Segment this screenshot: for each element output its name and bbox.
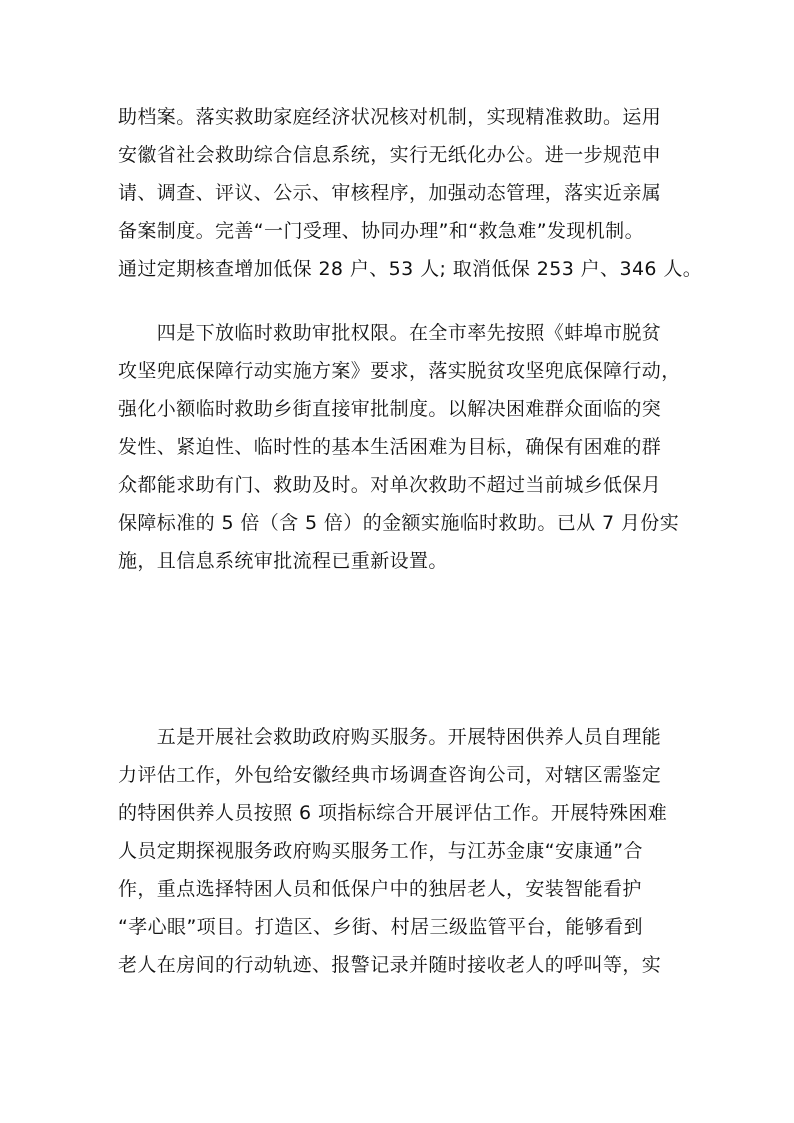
text-line: “孝心眼”项目。打造区、乡街、村居三级监管平台，能够看到	[118, 916, 643, 938]
text-line: 备案制度。完善“一门受理、协同办理”和“救急难”发现机制。	[118, 220, 644, 242]
paragraph-case-files	[118, 98, 703, 288]
text-line: 安徽省社会救助综合信息系统，实行无纸化办公。进一步规范申	[118, 144, 662, 166]
text-line: 助档案。落实救助家庭经济状况核对机制，实现精准救助。运用	[118, 106, 662, 128]
text-line: 强化小额临时救助乡街直接审批制度。以解决困难群众面临的突	[118, 398, 662, 420]
text-line: 施，且信息系统审批流程已重新设置。	[118, 550, 448, 572]
text-line: 通过定期核查增加低保 28 户、53 人; 取消低保 253 户、346 人。	[118, 258, 703, 280]
text-line: 作，重点选择特困人员和低保户中的独居老人，安装智能看护	[118, 878, 642, 900]
text-line: 请、调查、评议、公示、审核程序，加强动态管理，落实近亲属	[118, 182, 662, 204]
text-line: 的特困供养人员按照 6 项指标综合开展评估工作。开展特殊困难	[118, 802, 668, 824]
text-line: 众都能求助有门、救助及时。对单次救助不超过当前城乡低保月	[118, 474, 662, 496]
paragraph-temporary-assistance	[118, 314, 694, 580]
text-line: 攻坚兜底保障行动实施方案》要求，落实脱贫攻坚兜底保障行动，	[118, 360, 681, 382]
text-line: 五是开展社会救助政府购买服务。开展特困供养人员自理能	[118, 726, 662, 748]
text-line: 发性、紧迫性、临时性的基本生活困难为目标，确保有困难的群	[118, 436, 662, 458]
text-line: 保障标准的 5 倍（含 5 倍）的金额实施临时救助。已从 7 月份实	[118, 512, 680, 534]
text-line: 四是下放临时救助审批权限。在全市率先按照《蚌埠市脱贫	[118, 322, 662, 344]
paragraph-purchased-services	[118, 718, 694, 984]
text-line: 老人在房间的行动轨迹、报警记录并随时接收老人的呼叫等，实	[118, 954, 662, 976]
text-line: 力评估工作，外包给安徽经典市场调查咨询公司，对辖区需鉴定	[118, 764, 662, 786]
text-line: 人员定期探视服务政府购买服务工作，与江苏金康“安康通”合	[118, 840, 643, 862]
